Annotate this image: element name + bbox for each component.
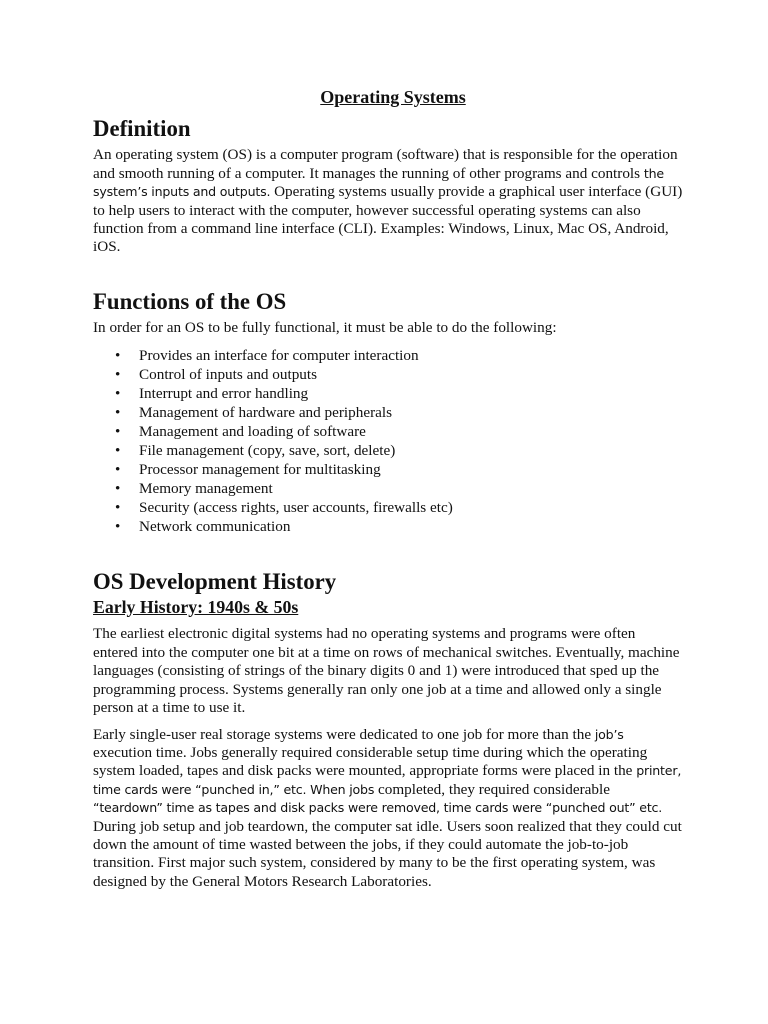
- history-p2-part-4: printer, time cards were “punched in,” etc. When jobs: [93, 763, 682, 797]
- history-paragraph-1: The earliest electronic digital systems had no operating systems and programs were often entered into the computer one bit at a time on rows of mechanical switches. Eventually, machine languages (consisting of strings of the binary digits 0 and 1) were introduced that sped up the programming process. Systems generally ran only one job at a time and allowed only a single person at a time to use it.: [93, 625, 680, 717]
- list-item: [93, 403, 683, 422]
- list-item: [93, 460, 683, 479]
- history-p2-part-6: “teardown” time as tapes and disk packs were removed, time cards were “punched out” etc.: [93, 800, 663, 816]
- list-item: [93, 517, 683, 536]
- history-p2-part-3: execution time. Jobs generally required considerable setup time during which the operating system loaded, tapes and disk packs were mounted, appropriate forms were placed in the: [93, 743, 648, 780]
- functions-intro: In order for an OS to be fully functional, it must be able to do the following:: [93, 319, 557, 337]
- history-p2-part-7: During job setup and job teardown, the computer sat idle. Users soon realized that they could cut down the amount of time wasted between the jobs, if they could automate the job-to-job transition. First major such system, considered by many to be the first operating system, was designed by the General Motors Research Laboratories.: [93, 817, 682, 890]
- definition-heading: Definition: [93, 116, 191, 141]
- history-p2-part-5: completed, they required considerable: [374, 780, 610, 798]
- list-item-text: Network communication: [139, 517, 291, 535]
- list-item-text: Interrupt and error handling: [139, 384, 309, 402]
- page-title: Operating Systems: [320, 87, 466, 107]
- list-item-text: Provides an interface for computer interaction: [139, 346, 419, 364]
- list-item: [93, 479, 683, 498]
- bullet-icon: •: [115, 498, 121, 516]
- bullet-icon: •: [115, 422, 121, 440]
- list-item: [93, 498, 683, 517]
- functions-list: [93, 346, 683, 536]
- bullet-icon: •: [115, 479, 121, 497]
- list-item-text: Security (access rights, user accounts, firewalls etc): [139, 498, 453, 516]
- definition-text-part-3: Operating systems usually provide a graphical user interface (GUI) to help users to interact with the computer, however successful operating systems can also function from a command line interface (CLI). Examples: Windows, Linux, Mac OS, Android, iOS.: [93, 183, 683, 256]
- definition-text-part-2: the system’s inputs and outputs.: [93, 165, 664, 200]
- list-item-text: Memory management: [139, 479, 273, 497]
- definition-paragraph: [93, 146, 683, 256]
- history-heading: OS Development History: [93, 568, 337, 594]
- bullet-icon: •: [115, 365, 121, 383]
- list-item: [93, 441, 683, 460]
- functions-heading: Functions of the OS: [93, 288, 287, 314]
- list-item: [93, 422, 683, 441]
- definition-text-part-1: An operating system (OS) is a computer program (software) that is responsible for the operation and smooth running of a computer. It manages the running of other programs and controls: [93, 146, 678, 182]
- list-item: [93, 365, 683, 384]
- bullet-icon: •: [115, 346, 121, 364]
- list-item-text: Management of hardware and peripherals: [139, 403, 393, 421]
- history-p2-part-2: job’s: [594, 726, 624, 742]
- bullet-icon: •: [115, 384, 121, 402]
- list-item: [93, 346, 683, 365]
- history-subheading: Early History: 1940s & 50s: [93, 597, 299, 618]
- list-item-text: File management (copy, save, sort, delete): [139, 441, 396, 459]
- history-paragraph-2: [93, 726, 683, 892]
- bullet-icon: •: [115, 460, 121, 478]
- list-item-text: Management and loading of software: [139, 422, 366, 440]
- bullet-icon: •: [115, 517, 121, 535]
- bullet-icon: •: [115, 403, 121, 421]
- bullet-icon: •: [115, 441, 121, 459]
- document-page: [93, 86, 683, 891]
- list-item-text: Processor management for multitasking: [139, 460, 381, 478]
- list-item: [93, 384, 683, 403]
- history-p2-part-1: Early single-user real storage systems were dedicated to one job for more than the: [93, 725, 595, 743]
- list-item-text: Control of inputs and outputs: [139, 365, 318, 383]
